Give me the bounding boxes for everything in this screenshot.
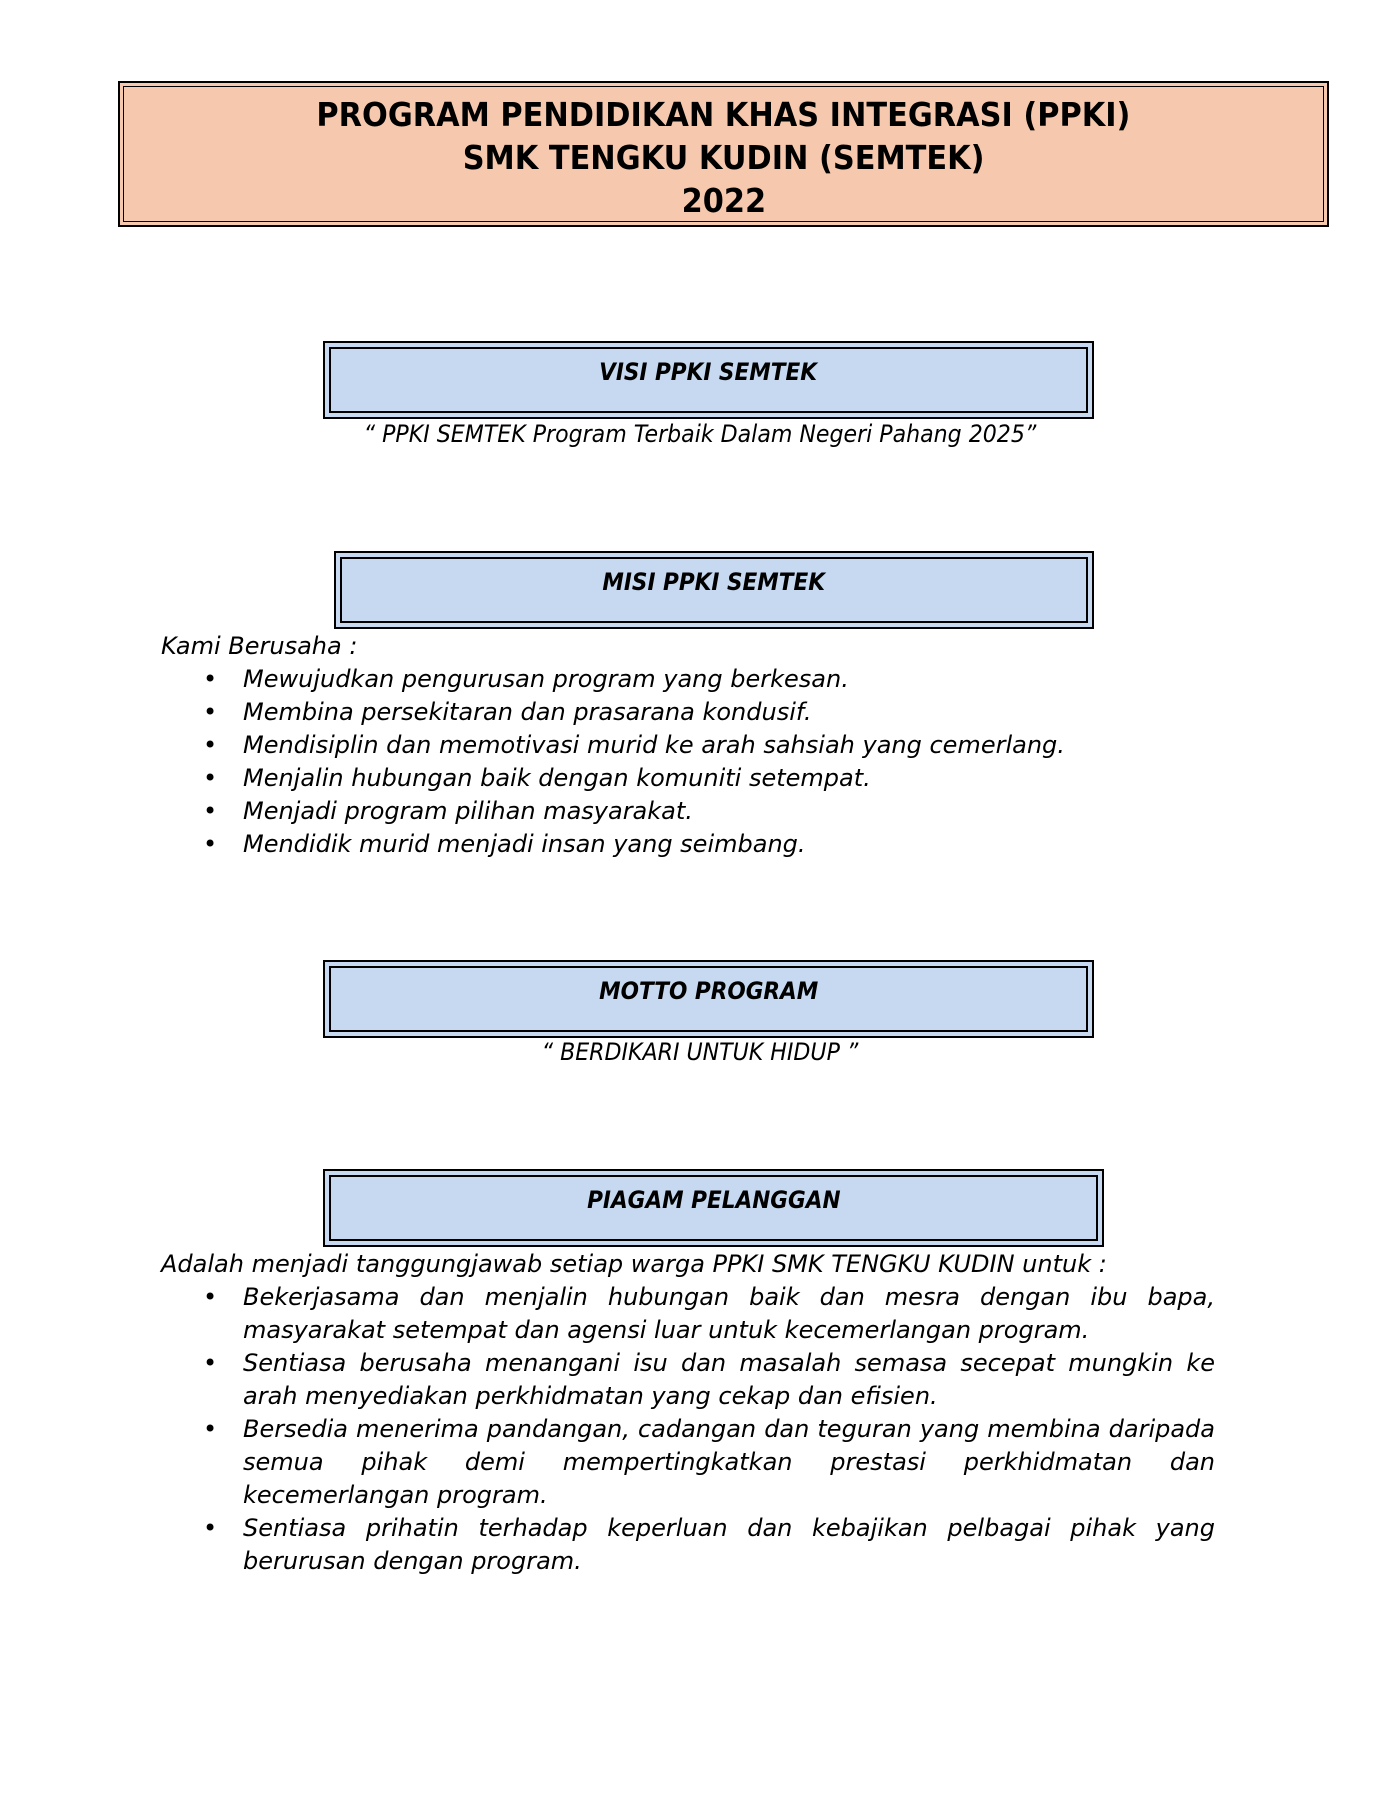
misi-item: • Mendidik murid menjadi insan yang seimbang.	[161, 828, 1221, 861]
title-line-year: 2022	[681, 181, 766, 220]
misi-item: • Mewujudkan pengurusan program yang berkesan.	[161, 663, 1221, 696]
motto-heading: MOTTO PROGRAM	[598, 977, 819, 1005]
misi-heading-inner	[340, 557, 1088, 623]
misi-item: • Mendisiplin dan memotivasi murid ke arah sahsiah yang cemerlang.	[161, 729, 1221, 762]
document-title-inner	[123, 86, 1324, 222]
misi-heading-box	[334, 551, 1094, 629]
piagam-heading-inner	[329, 1175, 1098, 1241]
piagam-item: • Bersedia menerima pandangan, cadangan dan teguran yang membina daripada semua pihak demi mempertingkatkan prestasi perkhidmatan dan kecemerlangan program.	[161, 1413, 1215, 1512]
misi-intro: Kami Berusaha :	[161, 632, 358, 660]
misi-heading: MISI PPKI SEMTEK	[602, 568, 826, 596]
title-line-school: SMK TENGKU KUDIN (SEMTEK)	[462, 138, 985, 177]
piagam-intro: Adalah menjadi tanggungjawab setiap warga PPKI SMK TENGKU KUDIN untuk :	[161, 1250, 1107, 1278]
title-line-program: PROGRAM PENDIDIKAN KHAS INTEGRASI (PPKI)	[316, 95, 1131, 134]
piagam-item: • Sentiasa berusaha menangani isu dan masalah semasa secepat mungkin ke arah menyediakan perkhidmatan yang cekap dan efisien.	[161, 1347, 1215, 1413]
visi-heading-inner	[329, 347, 1088, 413]
piagam-heading: PIAGAM PELANGGAN	[586, 1186, 841, 1214]
misi-list	[161, 663, 1221, 861]
piagam-item: • Bekerjasama dan menjalin hubungan baik dan mesra dengan ibu bapa, masyarakat setempat dan agensi luar untuk kecemerlangan program.	[161, 1281, 1215, 1347]
piagam-item: • Sentiasa prihatin terhadap keperluan dan kebajikan pelbagai pihak yang berurusan dengan program.	[161, 1512, 1215, 1578]
misi-item: • Membina persekitaran dan prasarana kondusif.	[161, 696, 1221, 729]
document-title-box	[118, 81, 1329, 227]
motto-statement: “ BERDIKARI UNTUK HIDUP ”	[541, 1038, 859, 1066]
visi-heading: VISI PPKI SEMTEK	[599, 358, 818, 386]
misi-item: • Menjadi program pilihan masyarakat.	[161, 795, 1221, 828]
piagam-list	[161, 1281, 1215, 1578]
visi-statement: “ PPKI SEMTEK Program Terbaik Dalam Negeri Pahang 2025”	[363, 420, 1037, 448]
misi-item: • Menjalin hubungan baik dengan komuniti setempat.	[161, 762, 1221, 795]
visi-heading-box	[323, 341, 1094, 419]
piagam-heading-box	[323, 1169, 1104, 1247]
motto-heading-inner	[329, 966, 1088, 1032]
motto-heading-box	[323, 960, 1094, 1038]
